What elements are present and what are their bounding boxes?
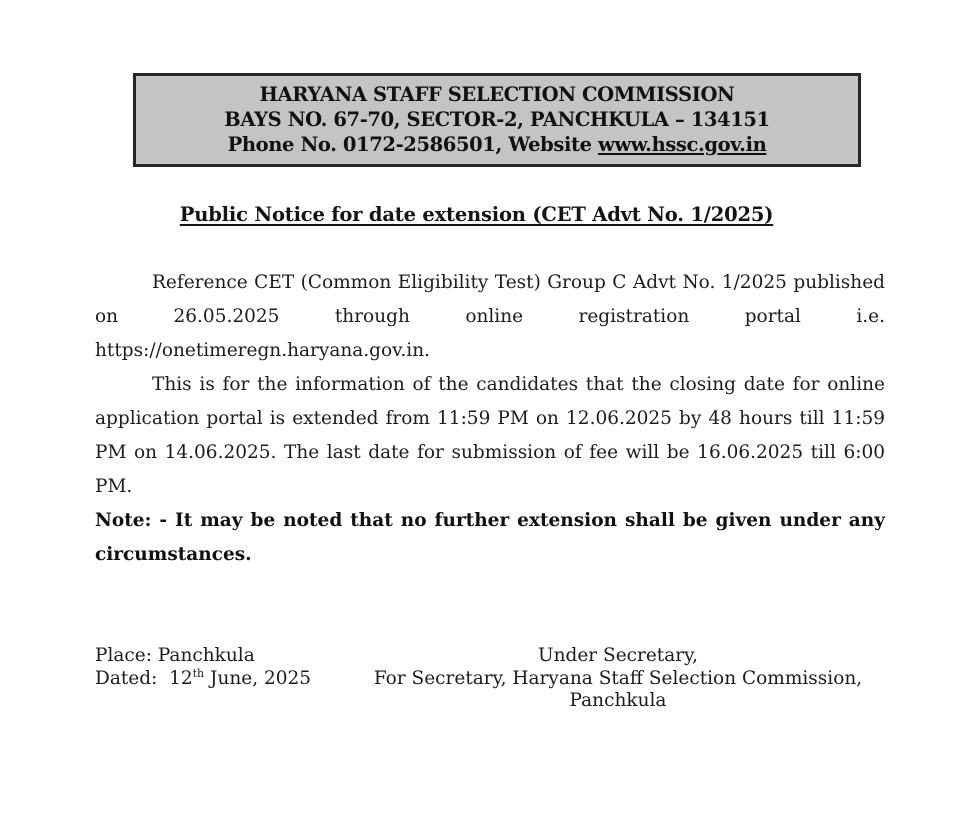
notice-title-text: Public Notice for date extension (CET Advt No. 1/2025) [179, 203, 774, 226]
dated-line [95, 668, 363, 691]
paragraph-note: Note: - It may be noted that no further extension shall be given under any circumstances. [95, 510, 885, 565]
dated-superscript: th [192, 666, 205, 680]
notice-title [0, 203, 953, 226]
paragraph-reference: Reference CET (Common Eligibility Test) Group C Advt No. 1/2025 published on 26.05.2025 through online registration portal i.e. https://onetimeregn.haryana.gov.in. [95, 272, 885, 361]
signatory-title: Under Secretary, [538, 645, 698, 666]
signatory-block [363, 645, 873, 713]
org-name: HARYANA STAFF SELECTION COMMISSION [259, 83, 735, 106]
signatory-place: Panchkula [569, 690, 667, 711]
letterhead-box [133, 73, 861, 167]
phone-and-website-label: Phone No. 0172-2586501, Website [227, 133, 598, 156]
notice-body [95, 266, 885, 572]
dated-suffix: June, 2025 [204, 667, 312, 689]
website-link[interactable]: www.hssc.gov.in [597, 133, 767, 156]
notice-footer [95, 645, 873, 713]
place-date-block [95, 645, 363, 690]
place-line: Place: Panchkula [95, 645, 255, 666]
org-address: BAYS NO. 67-70, SECTOR-2, PANCHKULA – 134151 [224, 108, 770, 131]
paragraph-extension: This is for the information of the candidates that the closing date for online application portal is extended from 11:59 PM on 12.06.2025 by 48 hours till 11:59 PM on 14.06.2025. The last date for submission of fee will be 16.06.2025 till 6:00 PM. [95, 374, 885, 497]
signatory-authority: For Secretary, Haryana Staff Selection Commission, [373, 667, 863, 689]
dated-prefix: Dated: 12 [95, 667, 193, 689]
org-contact [144, 132, 850, 157]
